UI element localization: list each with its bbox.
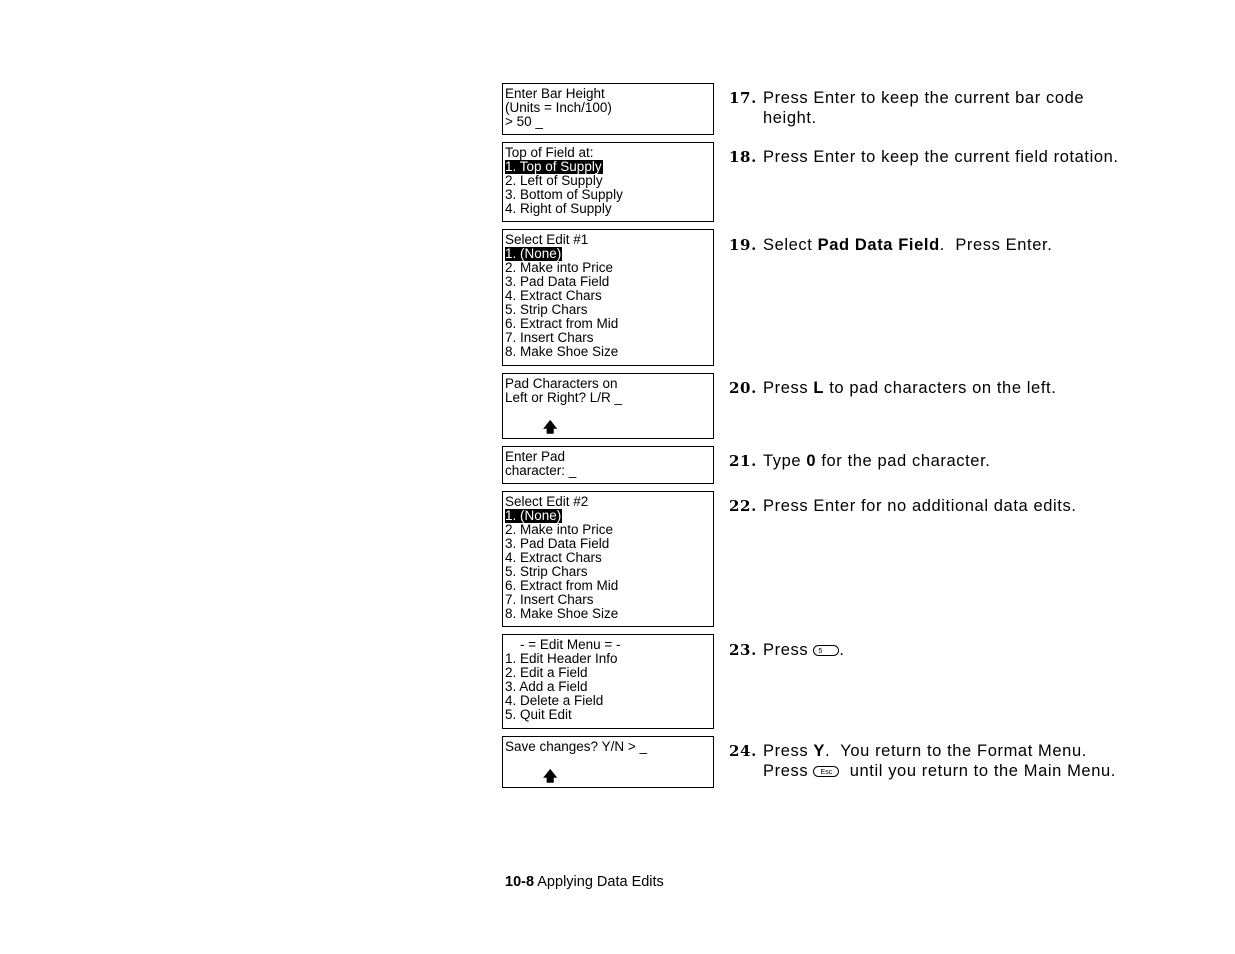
- step-text: Press: [763, 762, 814, 780]
- screen-option: 4. Extract Chars: [505, 288, 602, 303]
- screen-option: 7. Insert Chars: [505, 592, 594, 607]
- step-text: Press: [763, 379, 814, 397]
- screen-select-edit-1: [502, 229, 714, 366]
- screen-enter-pad: [502, 446, 714, 484]
- screen-title: Select Edit #1: [505, 232, 589, 247]
- step-text: for the pad character.: [816, 452, 991, 470]
- screen-title: Select Edit #2: [505, 494, 589, 509]
- screen-select-edit-2: [502, 491, 714, 627]
- step-bold-term: Y: [813, 742, 825, 760]
- step-text-continued: height.: [763, 109, 817, 127]
- cursor-arrow-icon: 🡅: [543, 768, 558, 784]
- screen-option: 8. Make Shoe Size: [505, 344, 619, 359]
- screen-line: Save changes? Y/N > _: [505, 739, 647, 754]
- screen-option: 2. Make into Price: [505, 260, 614, 275]
- step-number: 21.: [729, 452, 757, 470]
- step-text: Type: [763, 452, 807, 470]
- step-23: [729, 640, 1199, 660]
- screen-line: > 50 _: [505, 114, 543, 129]
- step-number: 20.: [729, 379, 757, 397]
- step-text: .: [839, 641, 845, 659]
- step-number: 18.: [729, 148, 757, 166]
- screen-option: 6. Extract from Mid: [505, 316, 619, 331]
- screen-option: 3. Add a Field: [505, 679, 588, 694]
- esc-key-icon: Esc: [813, 766, 839, 777]
- screen-option: 4. Extract Chars: [505, 550, 602, 565]
- screen-option: 4. Delete a Field: [505, 693, 604, 708]
- step-number: 23.: [729, 641, 757, 659]
- step-text: Press: [763, 742, 814, 760]
- screen-line: Pad Characters on: [505, 376, 618, 391]
- step-24: [729, 741, 1199, 781]
- step-text: Select: [763, 236, 818, 254]
- screen-option: 8. Make Shoe Size: [505, 606, 619, 621]
- screen-highlighted-option: 1. (None): [505, 508, 562, 523]
- step-text: Press: [763, 641, 814, 659]
- step-number: 17.: [729, 89, 757, 107]
- step-text: . Press Enter.: [939, 236, 1053, 254]
- step-17: [729, 88, 1199, 128]
- screen-highlighted-option: 1. Top of Supply: [505, 159, 602, 174]
- screen-option: 5. Quit Edit: [505, 707, 572, 722]
- screen-top-of-field: [502, 142, 714, 222]
- screen-line: Enter Bar Height: [505, 86, 605, 101]
- step-text: until you return to the Main Menu.: [839, 762, 1116, 780]
- section-title: Applying Data Edits: [537, 874, 664, 890]
- screen-option: 2. Make into Price: [505, 522, 614, 537]
- step-bold-term: 0: [806, 452, 817, 470]
- screen-option: 3. Pad Data Field: [505, 536, 610, 551]
- screen-option: 5. Strip Chars: [505, 564, 588, 579]
- step-number: 22.: [729, 497, 757, 515]
- page-footer: [505, 873, 664, 891]
- step-19: [729, 235, 1199, 255]
- screen-option: 2. Left of Supply: [505, 173, 603, 188]
- screen-save-changes: [502, 736, 714, 788]
- step-bold-term: Pad Data Field: [817, 236, 940, 254]
- screen-highlighted-option: 1. (None): [505, 246, 562, 261]
- screen-option: 4. Right of Supply: [505, 201, 612, 216]
- screen-option: 2. Edit a Field: [505, 665, 588, 680]
- page-number: 10-8: [505, 874, 535, 890]
- screen-line: character: _: [505, 463, 577, 478]
- screen-option: 3. Pad Data Field: [505, 274, 610, 289]
- step-22: [729, 496, 1199, 516]
- screen-pad-characters: [502, 373, 714, 439]
- screen-line: Left or Right? L/R _: [505, 390, 623, 405]
- step-text: Press Enter to keep the current bar code: [763, 89, 1085, 107]
- screen-title: - = Edit Menu = -: [505, 637, 621, 652]
- step-text-continued: [729, 761, 1199, 781]
- cursor-arrow-icon: 🡅: [543, 419, 558, 435]
- screen-option: 7. Insert Chars: [505, 330, 594, 345]
- step-bold-term: L: [813, 379, 825, 397]
- step-20: [729, 378, 1199, 398]
- screen-option: 3. Bottom of Supply: [505, 187, 623, 202]
- screen-bar-height: [502, 83, 714, 135]
- screen-option: 1. Edit Header Info: [505, 651, 618, 666]
- screen-title: Top of Field at:: [505, 145, 594, 160]
- screen-option: 6. Extract from Mid: [505, 578, 619, 593]
- f5-key-icon: 5: [813, 645, 839, 656]
- screen-option: 5. Strip Chars: [505, 302, 588, 317]
- step-text: Press Enter for no additional data edits.: [763, 497, 1077, 515]
- step-text: . You return to the Format Menu.: [824, 742, 1087, 760]
- screen-line: Enter Pad: [505, 449, 566, 464]
- step-text: Press Enter to keep the current field rotation.: [763, 148, 1119, 166]
- step-number: 19.: [729, 236, 757, 254]
- screen-line: (Units = Inch/100): [505, 100, 612, 115]
- step-18: [729, 147, 1199, 167]
- step-text: to pad characters on the left.: [824, 379, 1057, 397]
- step-21: [729, 451, 1199, 471]
- screen-edit-menu: [502, 634, 714, 729]
- step-number: 24.: [729, 742, 757, 760]
